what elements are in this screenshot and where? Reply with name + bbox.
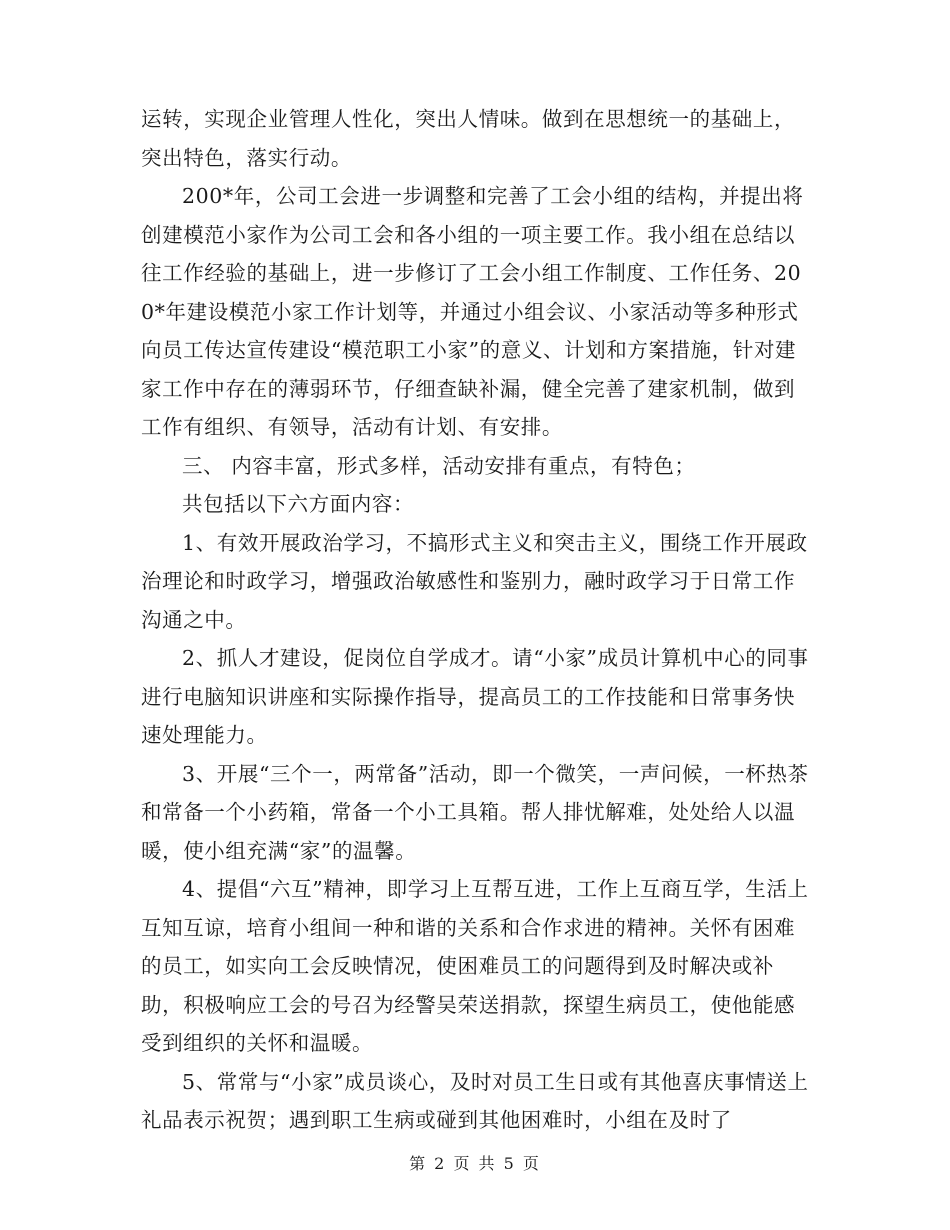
section-heading-three: 三、 内容丰富，形式多样，活动安排有重点，有特色； <box>182 453 696 478</box>
paragraph-union-structure: 200*年，公司工会进一步调整和完善了工会小组的结构，并提出将创建模范小家作为公司工会和各小组的一项主要工作。我小组在总结以往工作经验的基础上，进一步修订了工会小组工作制度、工作任务、200*年建设模范小家工作计划等，并通过小组会议、小家活动等多种形式向员工传达宣传建设“模范职工小家”的意义、计划和方案措施，针对建家工作中存在的薄弱环节，仔细查缺补漏，健全完善了建家机制，做到工作有组织、有领导，活动有计划、有安排。 <box>141 184 804 439</box>
document-body <box>141 100 809 1140</box>
page-number-footer: 第 2 页 共 5 页 <box>409 1154 541 1173</box>
list-item-5: 5、常常与“小家”成员谈心，及时对员工生日或有其他喜庆事情送上礼品表示祝贺；遇到职工生病或碰到其他困难时，小组在及时了 <box>141 1069 809 1132</box>
list-item-4: 4、提倡“六互”精神，即学习上互帮互进，工作上互商互学，生活上互知互谅，培育小组间一种和谐的关系和合作求进的精神。关怀有困难的员工，如实向工会反映情况，使困难员工的问题得到及时解决或补助，积极响应工会的号召为经警吴荣送捐款，探望生病员工，使他能感受到组织的关怀和温暖。 <box>141 877 809 1055</box>
list-item-2: 2、抓人才建设，促岗位自学成才。请“小家”成员计算机中心的同事进行电脑知识讲座和实际操作指导，提高员工的工作技能和日常事务快速处理能力。 <box>141 646 809 747</box>
paragraph-continuation: 运转，实现企业管理人性化，突出人情味。做到在思想统一的基础上，突出特色，落实行动。 <box>141 107 796 170</box>
paragraph-six-aspects-intro: 共包括以下六方面内容： <box>182 492 415 516</box>
list-item-1: 1、有效开展政治学习，不搞形式主义和突击主义，围绕工作开展政治理论和时政学习，增强政治敏感性和鉴别力，融时政学习于日常工作沟通之中。 <box>141 530 808 632</box>
list-item-3: 3、开展“三个一，两常备”活动，即一个微笑，一声问候，一杯热茶和常备一个小药箱，常备一个小工具箱。帮人排忧解难，处处给人以温暖，使小组充满“家”的温馨。 <box>141 761 809 863</box>
